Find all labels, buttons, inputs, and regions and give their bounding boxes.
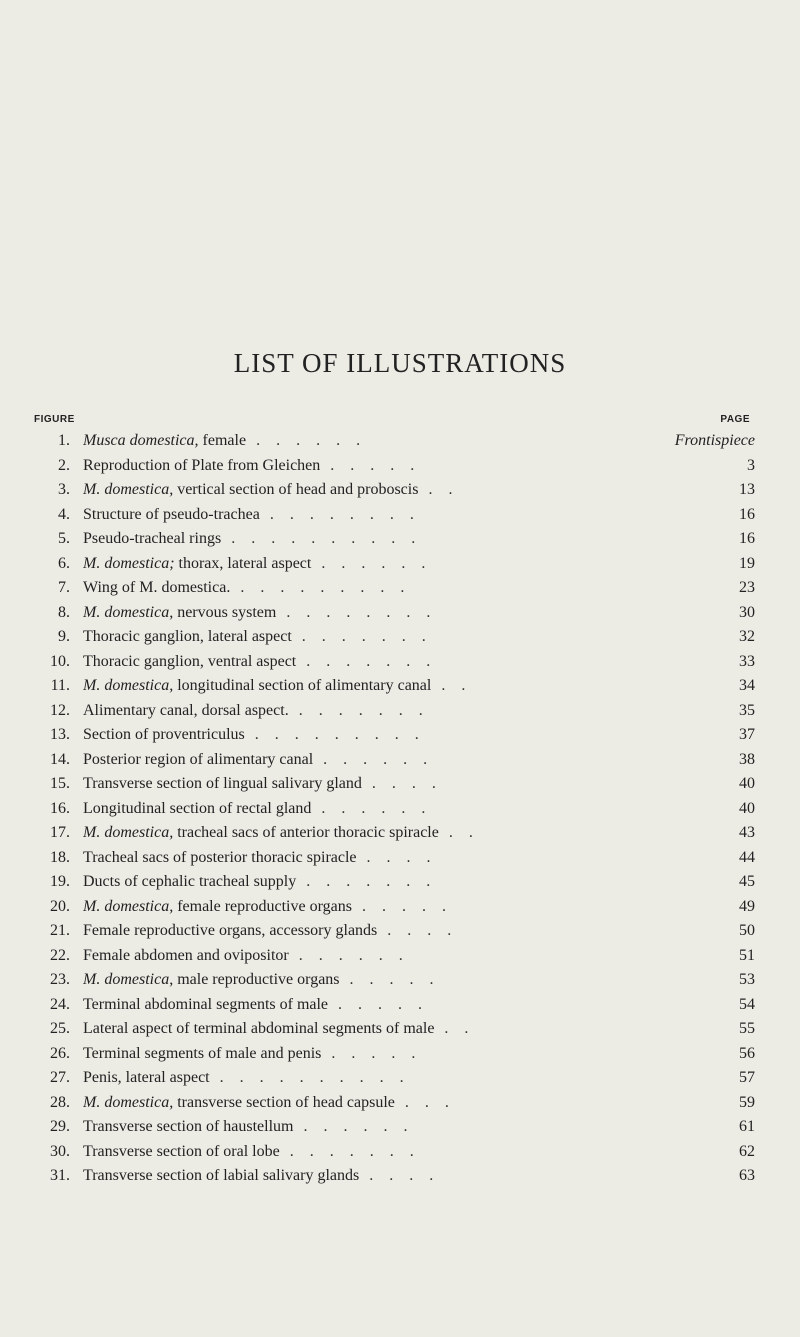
page-number: 43 [739, 824, 755, 841]
figure-caption [83, 429, 683, 454]
figure-number: 16. [50, 799, 70, 817]
list-item [0, 1140, 800, 1165]
caption-text: Pseudo-tracheal rings [83, 530, 222, 547]
caption-text: transverse section of head capsule [173, 1093, 395, 1111]
figure-caption [83, 870, 683, 895]
caption-text: Transverse section of lingual salivary gland [83, 775, 362, 792]
page-number: 38 [739, 750, 755, 768]
figure-caption [83, 527, 683, 552]
figure-caption [83, 821, 683, 846]
figure-caption [83, 1115, 683, 1140]
page-number: 51 [739, 946, 755, 964]
figure-number: 17. [50, 824, 70, 841]
caption-text: Posterior region of alimentary canal [83, 750, 314, 768]
list-item [0, 1164, 800, 1189]
list-item [0, 968, 800, 993]
figure-column-header: FIGURE [34, 414, 75, 425]
figure-number: 20. [50, 897, 70, 915]
caption-text: thorax, lateral aspect [174, 554, 312, 572]
list-item [0, 993, 800, 1018]
leader-dots: . . . . . . . [296, 652, 437, 670]
figure-caption [83, 503, 683, 528]
species-name: M. domestica, [83, 677, 174, 694]
figure-caption [83, 748, 683, 773]
list-item [0, 870, 800, 895]
figure-number: 13. [50, 726, 70, 743]
figure-caption [83, 1164, 683, 1189]
species-name: Musca domestica, [83, 432, 199, 449]
caption-text: tracheal sacs of anterior thoracic spiracle [173, 824, 439, 841]
caption-text: Penis, lateral aspect [83, 1069, 210, 1086]
caption-text: Terminal segments of male and penis [83, 1044, 322, 1062]
list-item [0, 650, 800, 675]
caption-text: Transverse section of oral lobe [83, 1142, 280, 1160]
caption-text: Structure of pseudo-trachea [83, 505, 260, 523]
list-item [0, 1017, 800, 1042]
list-item [0, 601, 800, 626]
leader-dots: . . . . . . . [279, 1142, 420, 1160]
list-item [0, 772, 800, 797]
leader-dots: . . . . . [320, 456, 421, 474]
leader-dots: . . . . [359, 1167, 440, 1184]
caption-text: Lateral aspect of terminal abdominal segments of male [83, 1020, 435, 1037]
page-number: 59 [739, 1093, 755, 1111]
species-name: M. domestica; [83, 554, 175, 572]
list-item [0, 723, 800, 748]
figure-caption [83, 674, 683, 699]
leader-dots: . . . . . . [288, 946, 409, 964]
page-number: 16 [739, 505, 755, 523]
figure-number: 26. [50, 1044, 70, 1062]
species-name: M. domestica, [83, 897, 174, 915]
page-number: 35 [739, 701, 755, 719]
list-item [0, 674, 800, 699]
figure-caption [83, 723, 683, 748]
figure-number: 28. [50, 1093, 70, 1111]
leader-dots: . . . . . . . . [259, 505, 420, 523]
species-name: M. domestica, [83, 1093, 174, 1111]
caption-text: Female reproductive organs, accessory glands [83, 922, 378, 939]
page-number: 37 [739, 726, 755, 743]
illustrations-list [0, 429, 800, 1189]
list-item [0, 478, 800, 503]
leader-dots: . . . . [361, 775, 442, 792]
list-item [0, 429, 800, 454]
leader-dots: . . . . . [351, 897, 452, 915]
figure-caption [83, 454, 683, 479]
species-name: M. domestica, [83, 481, 174, 498]
page-number: 34 [739, 677, 755, 694]
list-item [0, 919, 800, 944]
page-title: LIST OF ILLUSTRATIONS [233, 348, 567, 378]
figure-caption [83, 699, 683, 724]
leader-dots: . . . . . . . . . . [221, 530, 422, 547]
caption-text: Reproduction of Plate from Gleichen [83, 456, 321, 474]
page-number: 40 [739, 775, 755, 792]
list-item [0, 576, 800, 601]
figure-number: 14. [50, 750, 70, 768]
list-item [0, 1042, 800, 1067]
caption-text: Tracheal sacs of posterior thoracic spiracle [83, 848, 357, 866]
list-item [0, 552, 800, 577]
page-number: 62 [739, 1142, 755, 1160]
page-number: Frontispiece [674, 432, 755, 449]
figure-caption [83, 1017, 683, 1042]
page-column-header: PAGE [720, 414, 750, 425]
figure-number: 10. [50, 652, 70, 670]
page-number: 44 [739, 848, 755, 866]
species-name: M. domestica, [83, 603, 174, 621]
list-item [0, 503, 800, 528]
leader-dots: . . . [394, 1093, 455, 1111]
leader-dots: . . . . . [339, 971, 440, 988]
leader-dots: . . . . . . [313, 750, 434, 768]
leader-dots: . . . . . . [293, 1118, 414, 1135]
figure-number: 15. [50, 775, 70, 792]
figure-caption [83, 601, 683, 626]
leader-dots: . . . . . . [246, 432, 367, 449]
page-number: 57 [739, 1069, 755, 1086]
figure-caption [83, 993, 683, 1018]
figure-number: 19. [50, 873, 70, 890]
figure-caption [83, 846, 683, 871]
figure-number: 9. [58, 628, 70, 645]
page-number: 30 [739, 603, 755, 621]
list-item [0, 797, 800, 822]
caption-text: Terminal abdominal segments of male [83, 995, 329, 1013]
figure-number: 21. [50, 922, 70, 939]
page-number: 23 [739, 579, 755, 596]
figure-caption [83, 772, 683, 797]
page-number: 54 [739, 995, 755, 1013]
figure-number: 12. [50, 701, 70, 719]
caption-text: male reproductive organs [173, 971, 340, 988]
list-item [0, 944, 800, 969]
page-number: 56 [739, 1044, 755, 1062]
leader-dots: . . . . . . . [296, 873, 437, 890]
caption-text: Wing of M. domestica. [83, 579, 231, 596]
leader-dots: . . . . . . . [291, 628, 432, 645]
list-item [0, 895, 800, 920]
figure-caption [83, 1091, 683, 1116]
figure-number: 23. [50, 971, 70, 988]
caption-text: Longitudinal section of rectal gland [83, 799, 312, 817]
figure-number: 4. [58, 505, 70, 523]
figure-caption [83, 968, 683, 993]
caption-text: Thoracic ganglion, ventral aspect [83, 652, 297, 670]
caption-text: Ducts of cephalic tracheal supply [83, 873, 297, 890]
page-number: 61 [739, 1118, 755, 1135]
figure-caption [83, 1140, 683, 1165]
page-number: 50 [739, 922, 755, 939]
figure-number: 24. [50, 995, 70, 1013]
figure-caption [83, 1042, 683, 1067]
page-number: 16 [739, 530, 755, 547]
caption-text: longitudinal section of alimentary canal [173, 677, 432, 694]
figure-number: 25. [50, 1020, 70, 1037]
list-item [0, 846, 800, 871]
caption-text: vertical section of head and proboscis [173, 481, 419, 498]
figure-number: 1. [58, 432, 70, 449]
figure-number: 31. [50, 1167, 70, 1184]
list-item [0, 699, 800, 724]
leader-dots: . . [418, 481, 459, 498]
figure-number: 2. [58, 456, 70, 474]
caption-text: female [198, 432, 247, 449]
species-name: M. domestica, [83, 971, 174, 988]
page-number: 19 [739, 554, 755, 572]
figure-caption [83, 552, 683, 577]
leader-dots: . . . . . [321, 1044, 422, 1062]
species-name: M. domestica, [83, 824, 174, 841]
leader-dots: . . . . . [328, 995, 429, 1013]
figure-caption [83, 919, 683, 944]
page-number: 53 [739, 971, 755, 988]
leader-dots: . . . . . . . [288, 701, 429, 719]
leader-dots: . . . . . . [311, 799, 432, 817]
caption-text: Section of proventriculus [83, 726, 245, 743]
caption-text: Female abdomen and ovipositor [83, 946, 289, 964]
leader-dots: . . [434, 1020, 475, 1037]
caption-text: Transverse section of haustellum [83, 1118, 294, 1135]
caption-text: nervous system [173, 603, 277, 621]
list-item [0, 625, 800, 650]
page-number: 55 [739, 1020, 755, 1037]
figure-number: 5. [58, 530, 70, 547]
figure-number: 30. [50, 1142, 70, 1160]
figure-caption [83, 650, 683, 675]
figure-caption [83, 1066, 683, 1091]
figure-number: 6. [58, 554, 70, 572]
figure-number: 22. [50, 946, 70, 964]
figure-number: 18. [50, 848, 70, 866]
caption-text: female reproductive organs [173, 897, 352, 915]
list-item [0, 748, 800, 773]
figure-number: 29. [50, 1118, 70, 1135]
leader-dots: . . [438, 824, 479, 841]
figure-number: 8. [58, 603, 70, 621]
page-number: 63 [739, 1167, 755, 1184]
list-item [0, 1091, 800, 1116]
figure-number: 3. [58, 481, 70, 498]
page-number: 32 [739, 628, 755, 645]
leader-dots: . . . . . . . . . [230, 579, 411, 596]
caption-text: Thoracic ganglion, lateral aspect [83, 628, 292, 645]
figure-number: 11. [50, 677, 70, 694]
list-item [0, 1066, 800, 1091]
figure-caption [83, 478, 683, 503]
caption-text: Transverse section of labial salivary glands [83, 1167, 360, 1184]
list-item [0, 527, 800, 552]
leader-dots: . . . . . . . . [276, 603, 437, 621]
page-number: 13 [739, 481, 755, 498]
figure-caption [83, 576, 683, 601]
page-number: 3 [747, 456, 755, 474]
figure-caption [83, 625, 683, 650]
list-item [0, 821, 800, 846]
leader-dots: . . . . . . . . . [244, 726, 425, 743]
leader-dots: . . . . [377, 922, 458, 939]
figure-caption [83, 944, 683, 969]
figure-caption [83, 797, 683, 822]
leader-dots: . . . . [356, 848, 437, 866]
figure-number: 27. [50, 1069, 70, 1086]
figure-number: 7. [58, 579, 70, 596]
list-item [0, 1115, 800, 1140]
page-number: 49 [739, 897, 755, 915]
page-number: 40 [739, 799, 755, 817]
page-number: 33 [739, 652, 755, 670]
leader-dots: . . [431, 677, 472, 694]
list-item [0, 454, 800, 479]
figure-caption [83, 895, 683, 920]
caption-text: Alimentary canal, dorsal aspect. [83, 701, 289, 719]
leader-dots: . . . . . . [311, 554, 432, 572]
leader-dots: . . . . . . . . . . [209, 1069, 410, 1086]
page-number: 45 [739, 873, 755, 890]
